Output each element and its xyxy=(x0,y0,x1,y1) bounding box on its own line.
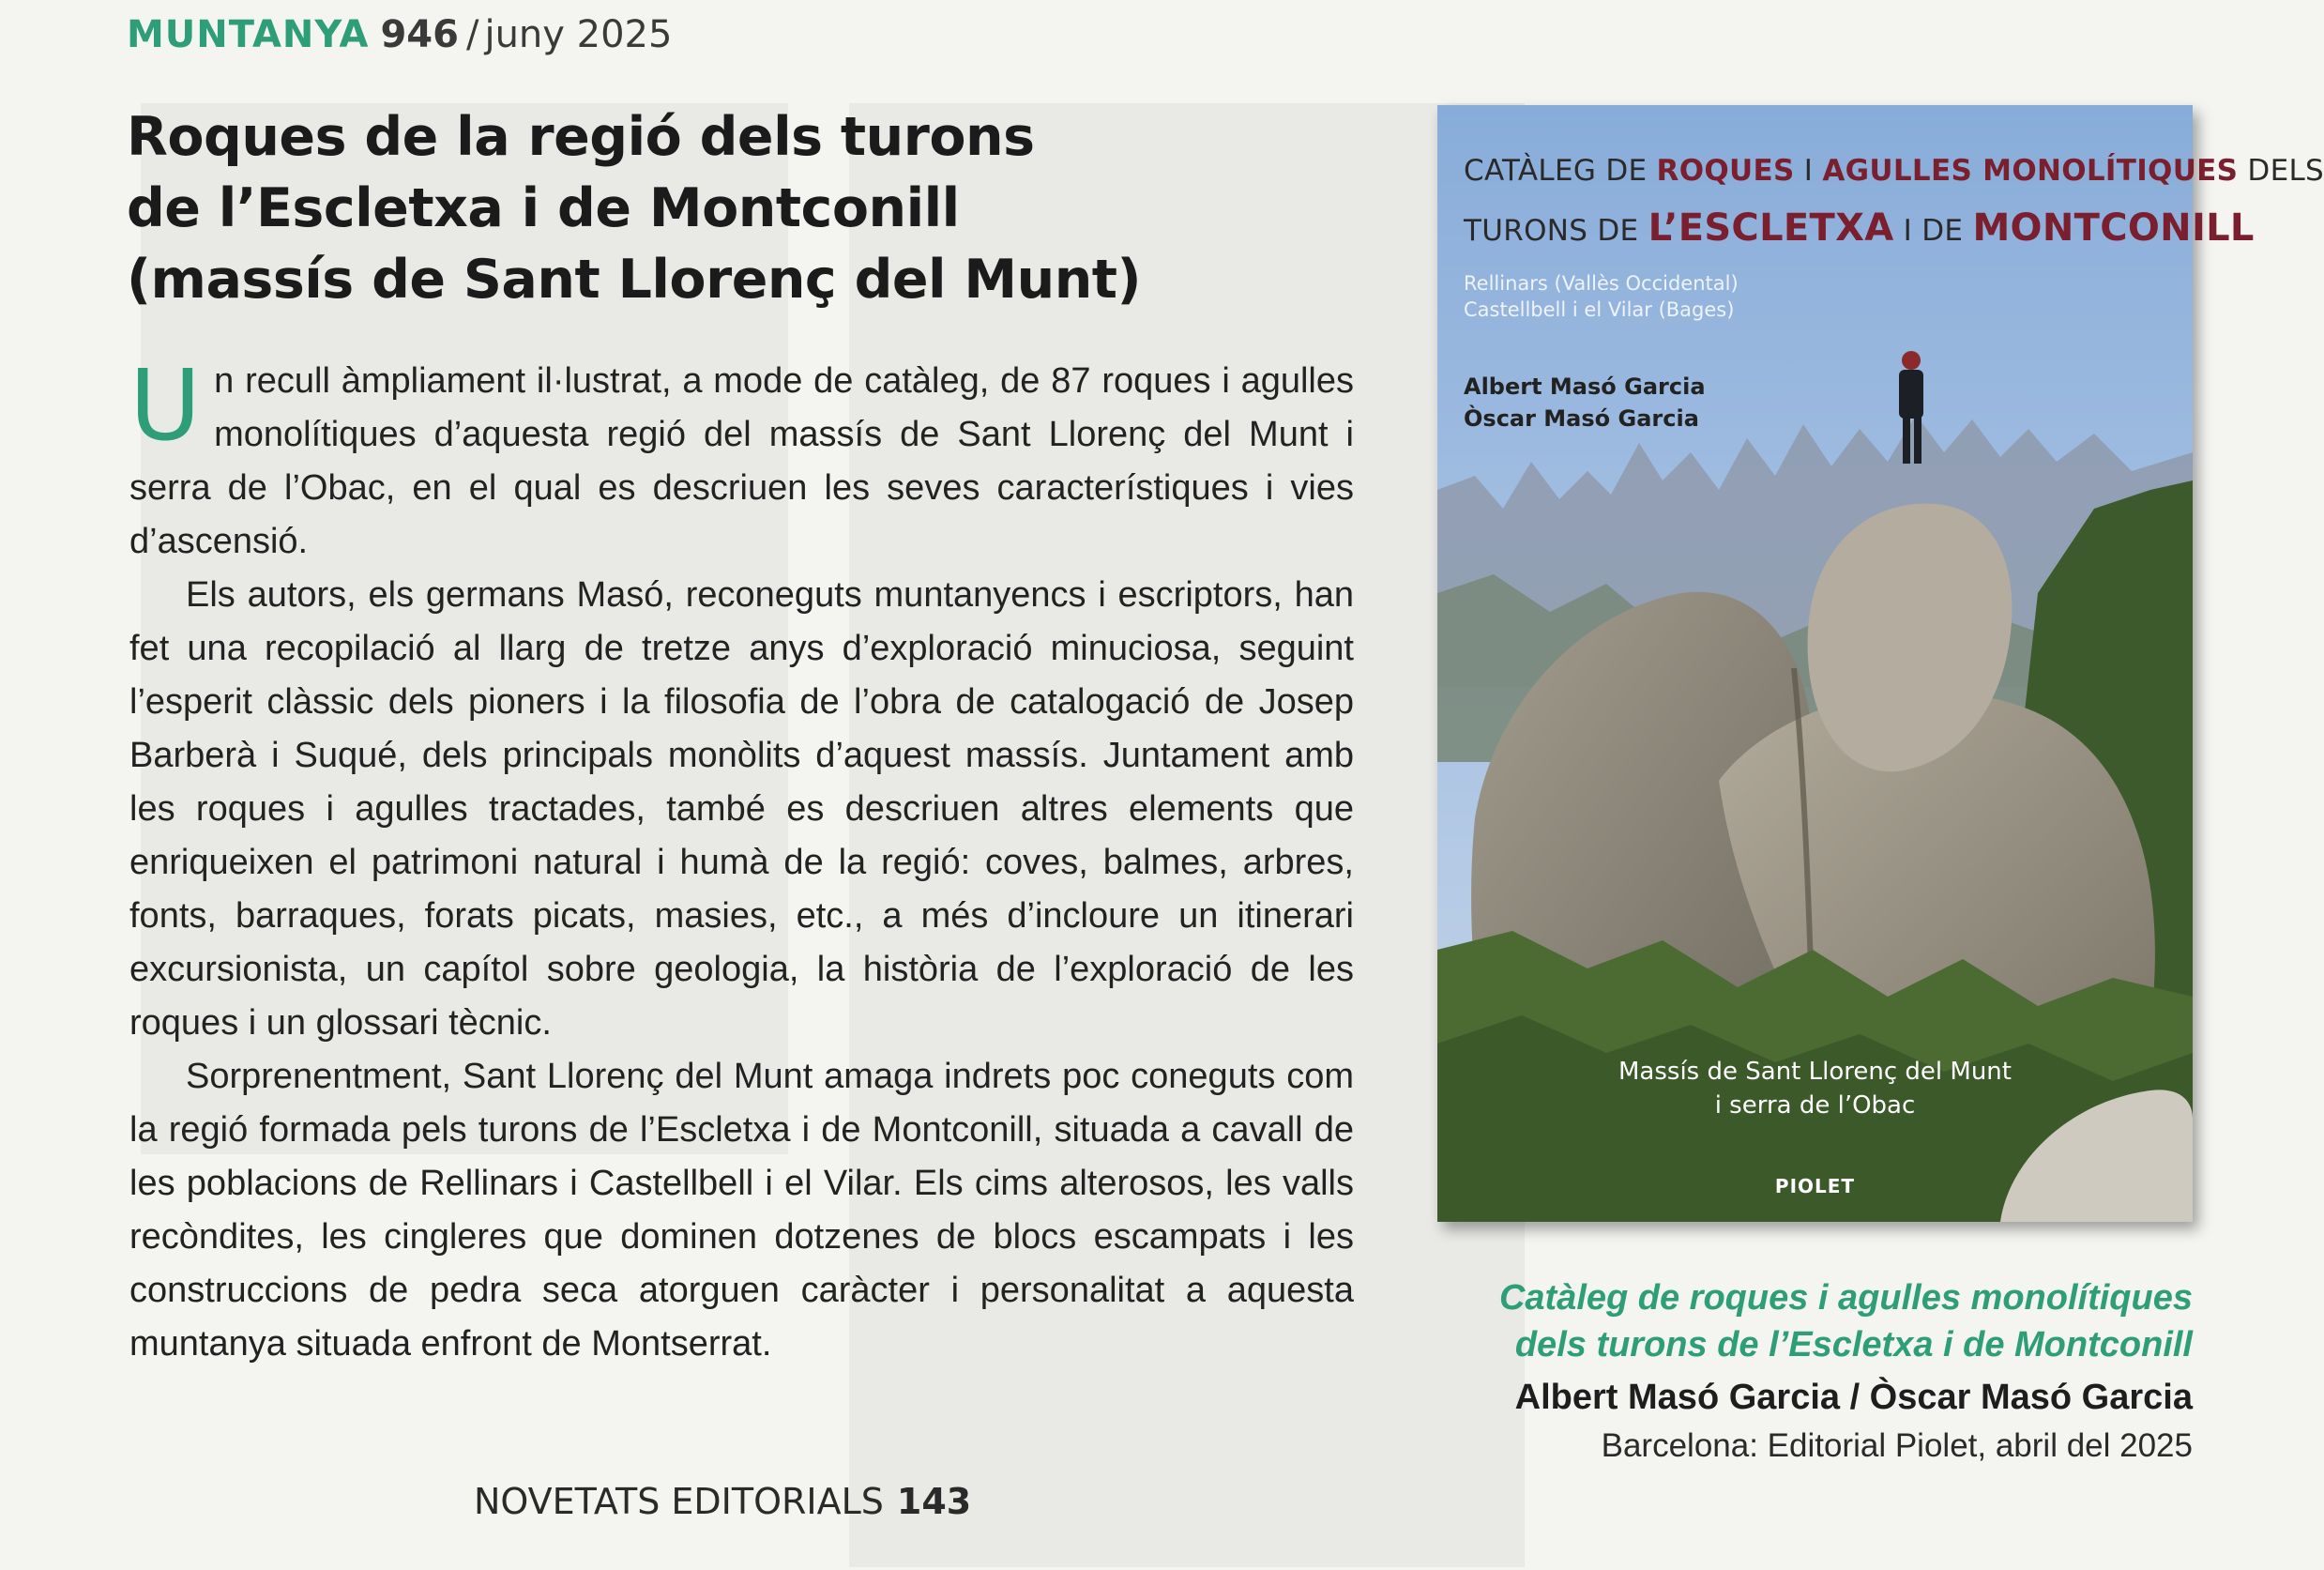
cover-location-2: Castellbell i el Vilar (Bages) xyxy=(1464,298,1735,321)
issue-number: 946 xyxy=(380,13,459,56)
paragraph-1-text: n recull àmpliament il·lustrat, a mode de catàleg, de 87 roques i agulles monolítiques d’aquesta regió del massís de Sant Llorenç del Munt i serra de l’Obac, en el qual es descriuen les seves característiques i vies d’ascensió. xyxy=(129,361,1354,561)
cover-author-1: Albert Masó Garcia xyxy=(1464,373,1706,400)
cover-word-i: I xyxy=(1794,154,1823,188)
cover-word-i-de: I DE xyxy=(1893,214,1973,248)
section-name: NOVETATS EDITORIALS xyxy=(474,1481,884,1522)
cover-word-escletxa: L’ESCLETXA xyxy=(1648,206,1894,250)
header-separator: / xyxy=(465,13,479,56)
paragraph-2: Els autors, els germans Masó, reconeguts muntanyencs i escriptors, han fet una recopilació al llarg de tretze anys d’exploració minuciosa, seguint l’esperit clàssic dels pioners i la filosofia de l’obra de catalogació de Josep Barberà i Suqué, dels principals monòlits d’aquest massís. Juntament amb les roques i agulles tractades, també es descriuen altres elements que enriqueixen el patrimoni natural i humà de la regió: coves, balmes, arbres, fonts, barraques, forats picats, masies, etc., a més d’incloure un itinerari excursionista, un capítol sobre geologia, la història de l’exploració de les roques i un glossari tècnic. xyxy=(129,575,1354,1043)
cover-location-1: Rellinars (Vallès Occidental) xyxy=(1464,272,1739,295)
cover-publisher: PIOLET xyxy=(1774,1175,1856,1197)
caption-title-line-2: dels turons de l’Escletxa i de Montconill xyxy=(1514,1325,2193,1364)
caption-title-line-1: Catàleg de roques i agulles monolítiques xyxy=(1498,1278,2193,1318)
cover-title-line-2 xyxy=(1464,206,2255,250)
cover-word-turons: TURONS DE xyxy=(1464,214,1648,248)
caption-authors: Albert Masó Garcia / Òscar Masó Garcia xyxy=(1514,1378,2193,1417)
cover-massif-line-2: i serra de l’Obac xyxy=(1714,1091,1916,1120)
magazine-name: MUNTANYA xyxy=(127,13,370,56)
page-number: 143 xyxy=(896,1481,972,1522)
cover-word-montconill: MONTCONILL xyxy=(1972,206,2255,250)
title-line-3: (massís de Sant Llorenç del Munt) xyxy=(127,249,1142,311)
article-title xyxy=(127,101,1299,315)
cover-author-2: Òscar Masó Garcia xyxy=(1464,405,1699,432)
title-line-1: Roques de la regió dels turons xyxy=(127,106,1035,168)
cover-word-dels: DELS xyxy=(2238,154,2324,188)
caption-publication: Barcelona: Editorial Piolet, abril del 2025 xyxy=(1601,1427,2193,1464)
cover-word-catalog: CATÀLEG DE xyxy=(1464,154,1657,188)
cover-title-line-1 xyxy=(1464,154,2324,188)
page-footer xyxy=(474,1481,971,1522)
cover-word-agulles: AGULLES MONOLÍTIQUES xyxy=(1822,154,2239,188)
title-line-2: de l’Escletxa i de Montconill xyxy=(127,177,960,239)
article-body xyxy=(129,348,1354,1371)
issue-date: juny 2025 xyxy=(484,13,673,56)
book-cover xyxy=(1437,105,2324,1222)
drop-cap: U xyxy=(129,348,202,463)
running-header xyxy=(127,13,672,73)
cover-word-roques: ROQUES xyxy=(1656,154,1795,188)
cover-massif-line-1: Massís de Sant Llorenç del Munt xyxy=(1618,1058,2012,1086)
paragraph-3: Sorprenentment, Sant Llorenç del Munt amaga indrets poc coneguts com la regió formada pels turons de l’Escletxa i de Montconill, situada a cavall de les poblacions de Rellinars i Castellbell i el Vilar. Els cims alterosos, les valls recòndites, les cingleres que dominen dotzenes de blocs escampats i les construccions de pedra seca atorguen caràcter i personalitat a aquesta muntanya situada enfront de Montserrat. xyxy=(129,1057,1354,1364)
paragraph-1 xyxy=(129,348,1354,569)
book-caption xyxy=(1499,1274,2193,1470)
